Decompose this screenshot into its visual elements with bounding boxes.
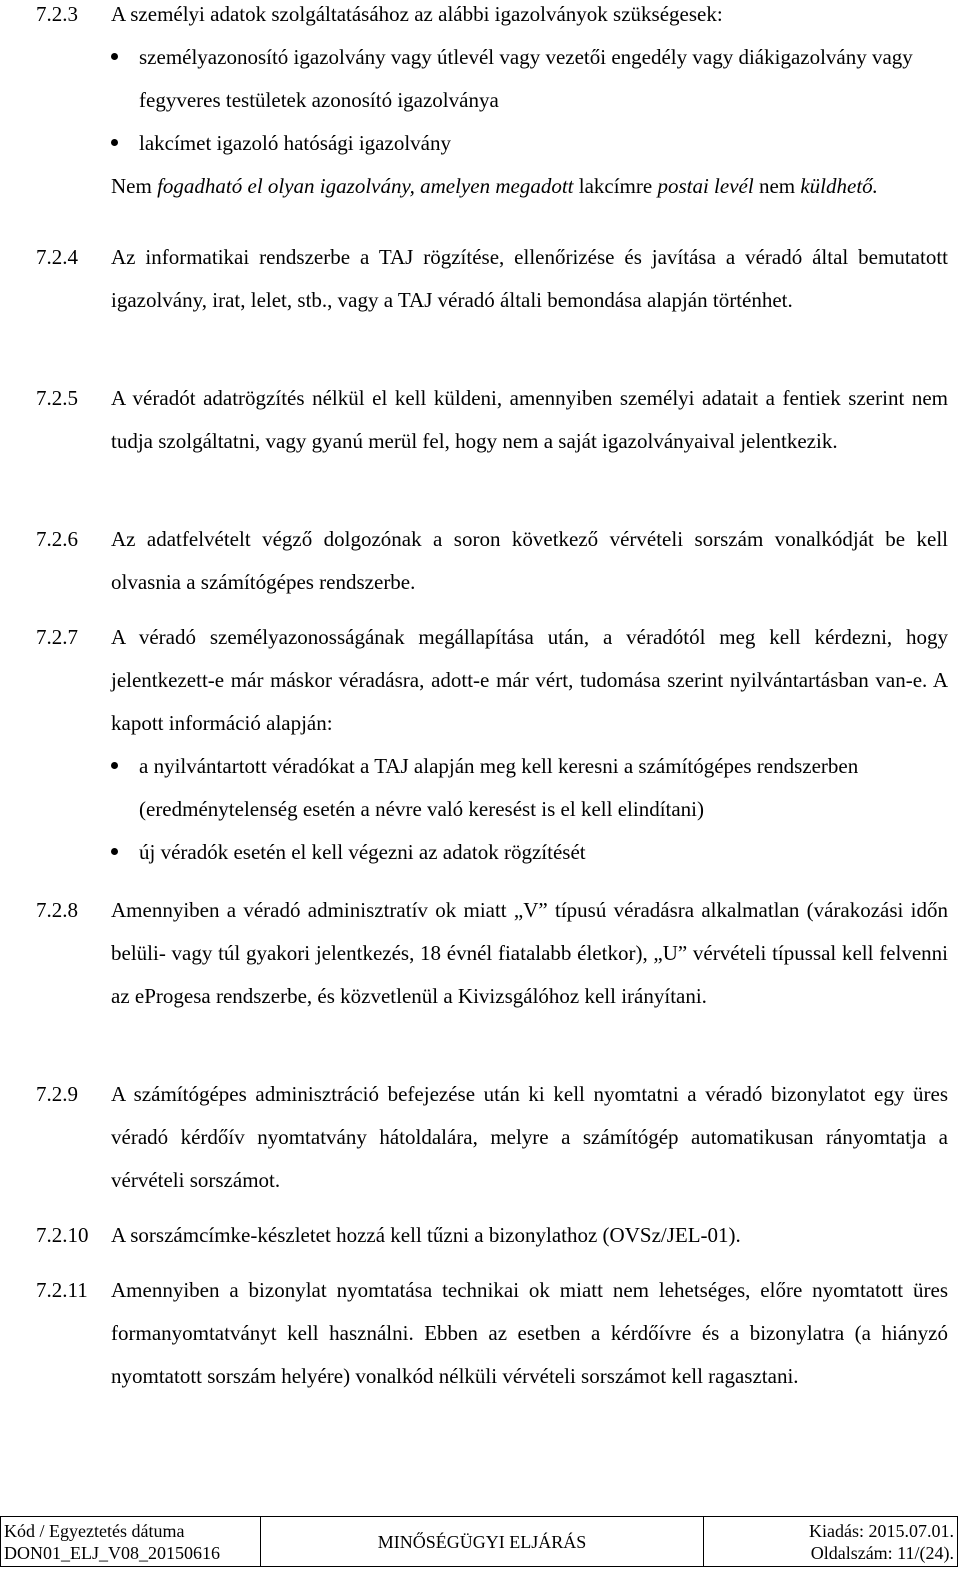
bullet-list xyxy=(111,36,948,165)
bullet-list xyxy=(111,745,948,874)
section-text: A személyi adatok szolgáltatásához az alábbi igazolványok szükségesek: xyxy=(111,2,723,26)
section-text: A véradó személyazonosságának megállapítása után, a véradótól meg kell kérdezni, hogy jelentkezett-e már máskor véradásra, adott-e már vért, tudomása szerint nyilvántartásban van-e. A kapott információ alapján: xyxy=(111,625,948,735)
section-number: 7.2.9 xyxy=(36,1082,78,1106)
section-text: A számítógépes adminisztráció befejezése után ki kell nyomtatni a véradó bizonylatot egy üres véradó kérdőív nyomtatvány hátoldalára, melyre a számítógép automatikusan rányomtatja a vérvételi sorszámot. xyxy=(111,1082,948,1192)
section-text: A sorszámcímke-készletet hozzá kell tűzni a bizonylathoz (OVSz/JEL-01). xyxy=(111,1223,741,1247)
section-7-2-3 xyxy=(36,0,948,208)
footer-page-number: Oldalszám: 11/(24). xyxy=(810,1542,954,1563)
section-7-2-11 xyxy=(36,1269,948,1398)
section-number: 7.2.8 xyxy=(36,898,78,922)
section-number: 7.2.10 xyxy=(36,1223,89,1247)
section-note xyxy=(111,165,948,208)
list-item: a nyilvántartott véradókat a TAJ alapján meg kell keresni a számítógépes rendszerben (eredménytelenség esetén a névre való keresést is el kell elindítani) xyxy=(111,745,948,831)
section-number: 7.2.6 xyxy=(36,527,78,551)
section-number: 7.2.7 xyxy=(36,625,78,649)
footer-issue: Kiadás: 2015.07.01. xyxy=(809,1520,954,1541)
section-text: Az adatfelvételt végző dolgozónak a soron következő vérvételi sorszám vonalkódját be kell olvasnia a számítógépes rendszerbe. xyxy=(111,527,948,594)
section-number: 7.2.4 xyxy=(36,245,78,269)
note-part: nem xyxy=(758,174,801,198)
list-item: új véradók esetén el kell végezni az adatok rögzítését xyxy=(111,831,948,874)
section-7-2-4 xyxy=(36,236,948,322)
note-part: fogadható el olyan igazolvány, amelyen megadott xyxy=(157,174,579,198)
note-part: küldhető. xyxy=(800,174,878,198)
section-text: Amennyiben a véradó adminisztratív ok miatt „V” típusú véradásra alkalmatlan (várakozási időn belüli- vagy túl gyakori jelentkezés, 18 évnél fiatalabb életkor), „U” vérvételi típussal kell felvenni az eProgesa rendszerbe, és közvetlenül a Kivizsgálóhoz kell irányítani. xyxy=(111,898,948,1008)
section-7-2-6 xyxy=(36,518,948,604)
section-7-2-8 xyxy=(36,889,948,1018)
section-text: A véradót adatrögzítés nélkül el kell küldeni, amennyiben személyi adatait a fentiek szerint nem tudja szolgáltatni, vagy gyanú merül fel, hogy nem a saját igazolványaival jelentkezik. xyxy=(111,386,948,453)
list-item: lakcímet igazoló hatósági igazolvány xyxy=(111,122,948,165)
section-text: Amennyiben a bizonylat nyomtatása technikai ok miatt nem lehetséges, előre nyomtatott üres formanyomtatványt kell használni. Ebben az esetben a kérdőívre és a bizonylatra (a hiányzó nyomtatott sorszám helyére) vonalkód nélküli vérvételi sorszámot kell ragasztani. xyxy=(111,1278,948,1388)
list-item: személyazonosító igazolvány vagy útlevél vagy vezetői engedély vagy diákigazolvány vagy fegyveres testületek azonosító igazolványa xyxy=(111,36,948,122)
section-number: 7.2.5 xyxy=(36,386,78,410)
footer-code-cell xyxy=(1,1517,261,1567)
note-part: lakcímre xyxy=(578,174,658,198)
section-7-2-5 xyxy=(36,377,948,463)
note-part: Nem xyxy=(111,174,158,198)
section-number: 7.2.11 xyxy=(36,1278,88,1302)
page-footer xyxy=(0,1516,958,1567)
footer-code-value: DON01_ELJ_V08_20150616 xyxy=(4,1542,220,1563)
section-7-2-10 xyxy=(36,1214,948,1257)
section-7-2-7 xyxy=(36,616,948,874)
section-text: Az informatikai rendszerbe a TAJ rögzítése, ellenőrizése és javítása a véradó által bemutatott igazolvány, irat, lelet, stb., vagy a TAJ véradó általi bemondása alapján történhet. xyxy=(111,245,948,312)
footer-meta-cell xyxy=(703,1517,957,1567)
footer-code-label: Kód / Egyeztetés dátuma xyxy=(4,1520,185,1541)
footer-doc-type: MINŐSÉGÜGYI ELJÁRÁS xyxy=(261,1517,703,1567)
section-number: 7.2.3 xyxy=(36,2,78,26)
section-7-2-9 xyxy=(36,1073,948,1202)
note-part: postai levél xyxy=(657,174,759,198)
